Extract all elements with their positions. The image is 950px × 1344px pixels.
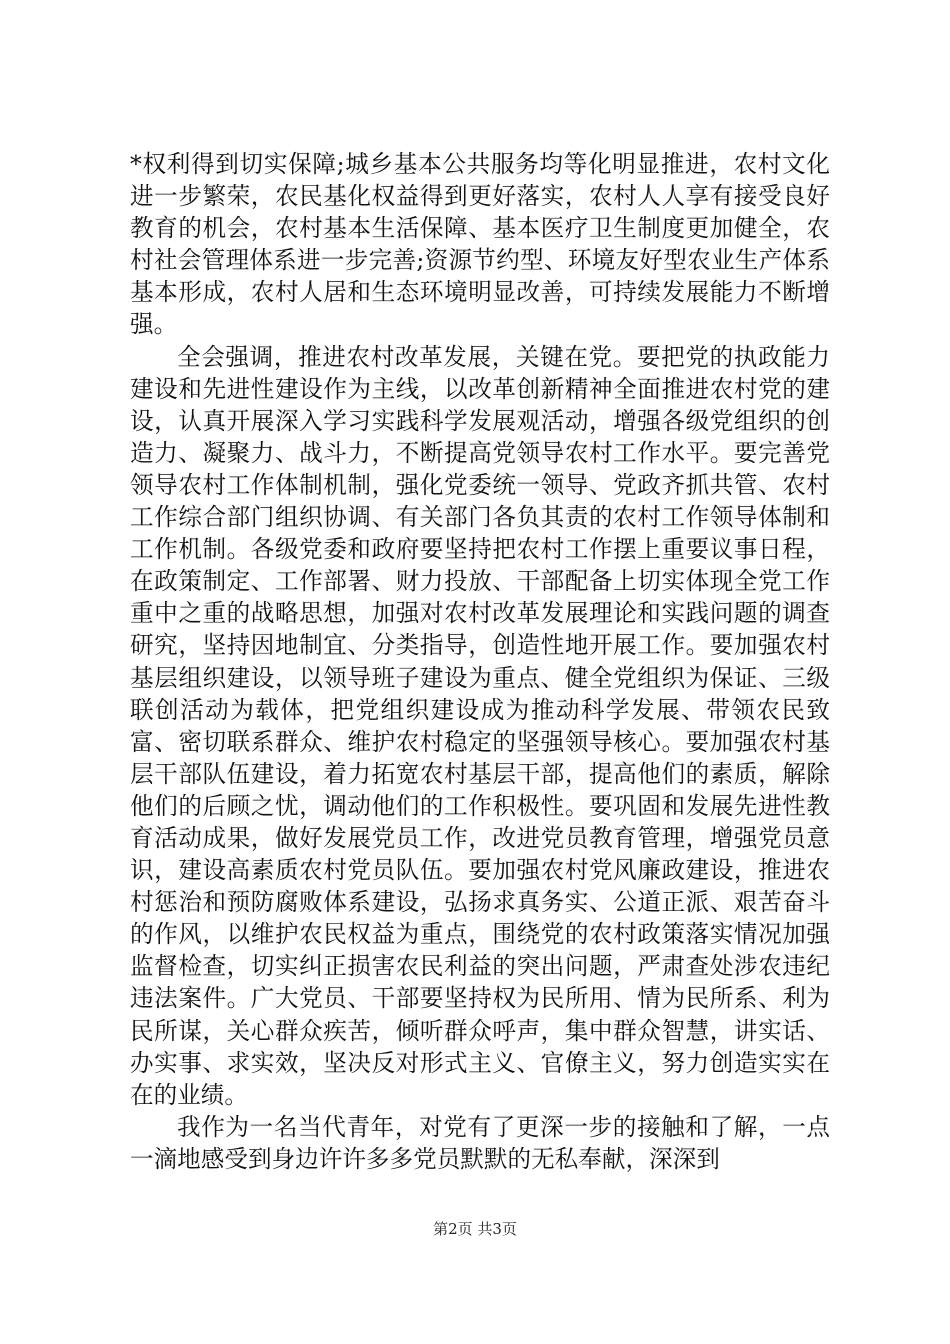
- paragraph-3: 我作为一名当代青年，对党有了更深一步的接触和了解，一点一滴地感受到身边许许多多党员默默的无私奉献，深深到: [130, 1112, 830, 1173]
- paragraph-1: *权利得到切实保障;城乡基本公共服务均等化明显推进，农村文化进一步繁荣，农民基化权益得到更好落实，农村人人享有接受良好教育的机会，农村基本生活保障、基本医疗卫生制度更加健全，农村社会管理体系进一步完善;资源节约型、环境友好型农业生产体系基本形成，农村人居和生态环境明显改善，可持续发展能力不断增强。: [130, 150, 830, 339]
- page-footer: 第2页 共3页: [433, 1220, 517, 1238]
- document-body: [130, 148, 830, 1175]
- paragraph-2: 全会强调，推进农村改革发展，关键在党。要把党的执政能力建设和先进性建设作为主线，以改革创新精神全面推进农村党的建设，认真开展深入学习实践科学发展观活动，增强各级党组织的创造力、凝聚力、战斗力，不断提高党领导农村工作水平。要完善党领导农村工作体制机制，强化党委统一领导、党政齐抓共管、农村工作综合部门组织协调、有关部门各负其责的农村工作领导体制和工作机制。各级党委和政府要坚持把农村工作摆上重要议事日程，在政策制定、工作部署、财力投放、干部配备上切实体现全党工作重中之重的战略思想，加强对农村改革发展理论和实践问题的调查研究，坚持因地制宜、分类指导，创造性地开展工作。要加强农村基层组织建设，以领导班子建设为重点、健全党组织为保证、三级联创活动为载体，把党组织建设成为推动科学发展、带领农民致富、密切联系群众、维护农村稳定的坚强领导核心。要加强农村基层干部队伍建设，着力拓宽农村基层干部，提高他们的素质，解除他们的后顾之忧，调动他们的工作积极性。要巩固和发展先进性教育活动成果，做好发展党员工作，改进党员教育管理，增强党员意识，建设高素质农村党员队伍。要加强农村党风廉政建设，推进农村惩治和预防腐败体系建设，弘扬求真务实、公道正派、艰苦奋斗的作风，以维护农民权益为重点，围绕党的农村政策落实情况加强监督检查，切实纠正损害农民利益的突出问题，严肃查处涉农违纪违法案件。广大党员、干部要坚持权为民所用、情为民所系、利为民所谋，关心群众疾苦，倾听群众呼声，集中群众智慧，讲实话、办实事、求实效，坚决反对形式主义、官僚主义，努力创造实实在在的业绩。: [130, 342, 830, 1109]
